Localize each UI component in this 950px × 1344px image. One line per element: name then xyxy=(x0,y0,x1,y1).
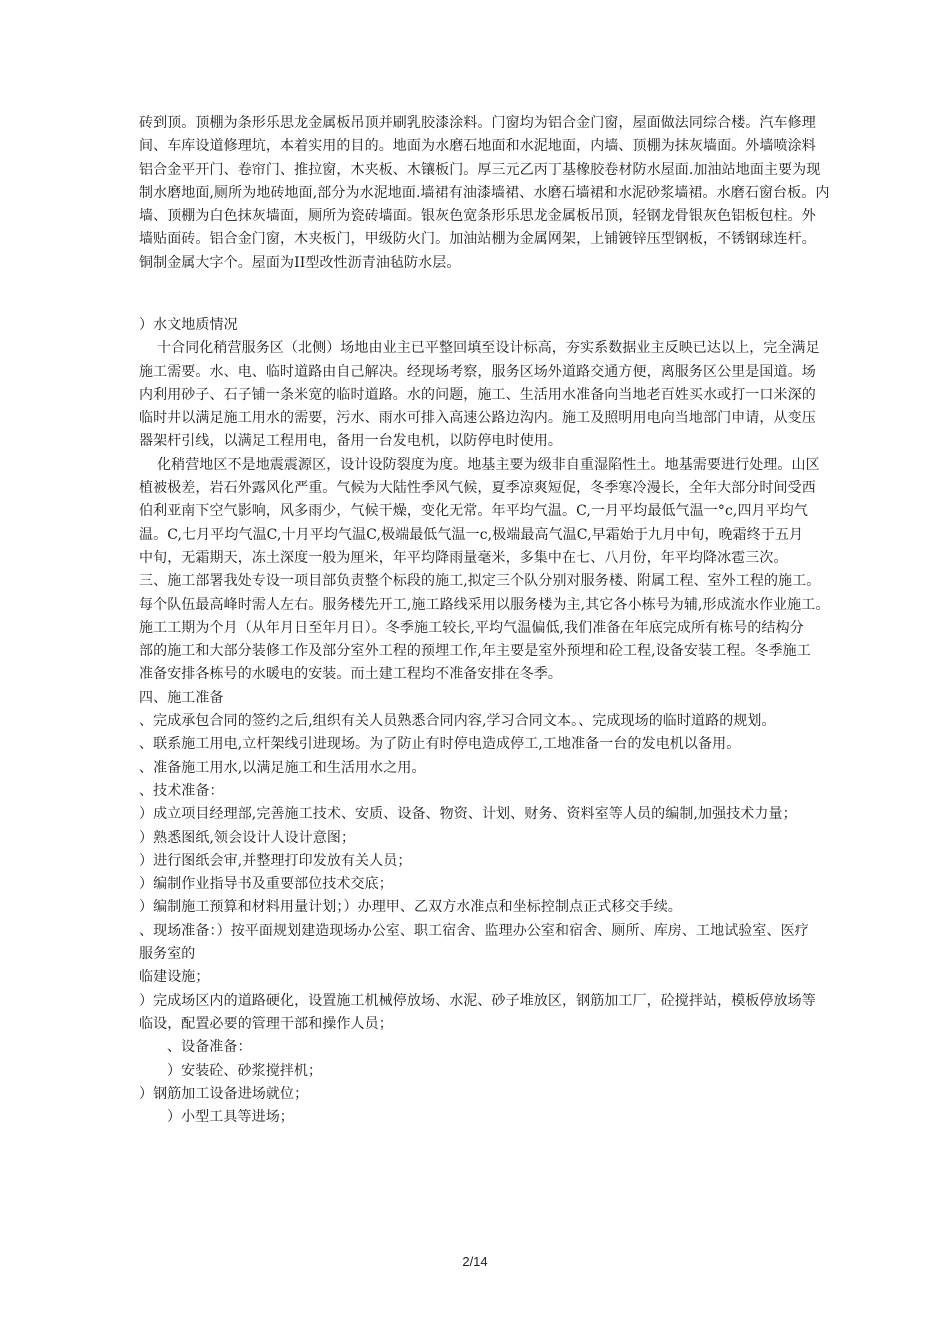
text-line: 临时井以满足施工用水的需要，污水、雨水可排入高速公路边沟内。施工及照明用电向当地部门申请，从变压 xyxy=(139,410,816,427)
paragraph-construction-finishes xyxy=(139,112,829,275)
page-number: 2/14 xyxy=(462,1254,488,1269)
text-line: 、完成承包合同的签约之后,组织有关人员熟悉合同内容,学习合同文本。、完成现场的临时道路的规划。 xyxy=(139,713,776,730)
text-line: 、设备准备： xyxy=(167,1039,252,1056)
text-line: ）小型工具等进场； xyxy=(167,1109,294,1126)
text-line: 墙、顶棚为白色抹灰墙面，厕所为瓷砖墙面。银灰色宽条形乐思龙金属板吊顶，轻钢龙骨银灰色铝板包柱。外 xyxy=(139,208,816,225)
text-line: ）完成场区内的道路硬化，设置施工机械停放场、水泥、砂子堆放区，钢筋加工厂，砼搅拌站，模板停放场等 xyxy=(139,992,816,1009)
text-line: 准备安排各栋号的水暖电的安装。而土建工程均不准备安排在冬季。 xyxy=(139,666,562,683)
text-line: 临建设施； xyxy=(139,969,210,986)
text-line: 施工工期为个月（从年月日至年月日）。冬季施工较长,平均气温偏低,我们准备在年底完成所有栋号的结构分 xyxy=(139,619,804,636)
text-line: 四、施工准备 xyxy=(139,689,224,706)
text-line: 铝合金平开门、卷帘门、推拉窗，木夹板、木镶板门。厚三元乙丙丁基橡胶卷材防水屋面.加油站地面主要为现 xyxy=(139,161,821,178)
text-line: 、联系施工用电,立杆架线引进现场。为了防止有时停电造成停工,工地准备一台的发电机以备用。 xyxy=(139,736,741,753)
text-line: 十合同化稍营服务区（北侧）场地由业主已平整回填至设计标高，夯实系数据业主反映已达以上，完全满足 xyxy=(157,340,820,357)
text-line: 墙贴面砖。铝合金门窗，木夹板门，甲级防火门。加油站棚为金属网架，上铺镀锌压型钢板，不锈钢球连杆。 xyxy=(139,231,816,248)
text-line: 砖到顶。顶棚为条形乐思龙金属板吊顶并刷乳胶漆涂料。门窗均为铝合金门窗，屋面做法同综合楼。汽车修理 xyxy=(139,115,816,131)
text-line: 化稍营地区不是地震震源区，设计设防裂度为度。地基主要为级非自重湿陷性土。地基需要进行处理。山区 xyxy=(157,456,820,473)
text-line: ）熟悉图纸,领会设计人设计意图； xyxy=(139,829,356,846)
text-line: 温。C,七月平均气温C,十月平均气温C,极端最低气温一c,极端最高气温C,早霜始于九月中旬，晚霜终于五月 xyxy=(139,526,804,543)
text-line: 内利用砂子、石子铺一条米宽的临时道路。水的问题，施工、生活用水准备向当地老百姓买水或打一口米深的 xyxy=(139,386,816,403)
text-line: ）编制作业指导书及重要部位技术交底； xyxy=(139,876,393,893)
text-line: 铜制金属大字个。屋面为II型改性沥青油毡防水层。 xyxy=(139,254,461,271)
paragraph-hydrogeology-and-preparation xyxy=(139,314,829,1129)
text-line: 每个队伍最高峰时需人左右。服务楼先开工,施工路线采用以服务楼为主,其它各小栋号为辅,形成流水作业施工。 xyxy=(139,596,830,613)
text-line: 间、车库设道修理坑，本着实用的目的。地面为水磨石地面和水泥地面，内墙、顶棚为抹灰墙面。外墙喷涂料 xyxy=(139,138,816,155)
text-line: ）编制施工预算和材料用量计划；）办理甲、乙双方水准点和坐标控制点正式移交手续。 xyxy=(139,899,682,916)
text-line: 伯利亚南下空气影响，风多雨少，气候干燥，变化无常。年平均气温。C,一月平均最低气温一°c,四月平均气 xyxy=(139,503,808,520)
text-line: 三、施工部署我处专设一项目部负责整个标段的施工,拟定三个队分别对服务楼、附属工程、室外工程的施工。 xyxy=(139,573,821,590)
text-line: 、现场准备：）按平面规划建造现场办公室、职工宿舍、监理办公室和宿舍、厕所、库房、工地试验室、医疗 xyxy=(139,922,809,939)
text-line: 植被极差，岩石外露风化严重。气候为大陆性季风气候，夏季凉爽短促，冬季寒冷漫长，全年大部分时间受西 xyxy=(139,480,816,497)
text-line: 中旬，无霜期天，冻土深度一般为厘米，年平均降雨量毫米，多集中在七、八月份，年平均降冰雹三次。 xyxy=(139,549,788,566)
text-line: 制水磨地面,厕所为地砖地面,部分为水泥地面.墙裙有油漆墙裙、水磨石墙裙和水泥砂浆墙裙。水磨石窗台板。内 xyxy=(139,184,830,201)
text-line: ）进行图纸会审,并整理打印发放有关人员； xyxy=(139,852,412,869)
text-line: 、准备施工用水,以满足施工和生活用水之用。 xyxy=(139,759,426,776)
text-line: ）钢筋加工设备进场就位； xyxy=(139,1085,309,1102)
text-line: 施工需要。水、电、临时道路由自己解决。经现场考察，服务区场外道路交通方便，离服务区公里是国道。场 xyxy=(139,363,816,380)
text-line: 临设，配置必要的管理干部和操作人员； xyxy=(139,1015,393,1032)
text-line: 部的施工和大部分装修工作及部分室外工程的预埋工作,年主要是室外预埋和砼工程,设备安装工程。冬季施工 xyxy=(139,643,811,660)
text-line: 、技术准备： xyxy=(139,782,224,799)
text-line: ）成立项目经理部,完善施工技术、安质、设备、物资、计划、财务、资料室等人员的编制,加强技术力量； xyxy=(139,806,797,823)
text-line: ）水文地质情况 xyxy=(139,317,238,333)
text-line: 服务室的 xyxy=(139,946,196,963)
text-line: ）安装砼、砂浆搅拌机； xyxy=(167,1062,323,1079)
text-line: 器架杆引线，以满足工程用电，备用一台发电机，以防停电时使用。 xyxy=(139,433,562,450)
